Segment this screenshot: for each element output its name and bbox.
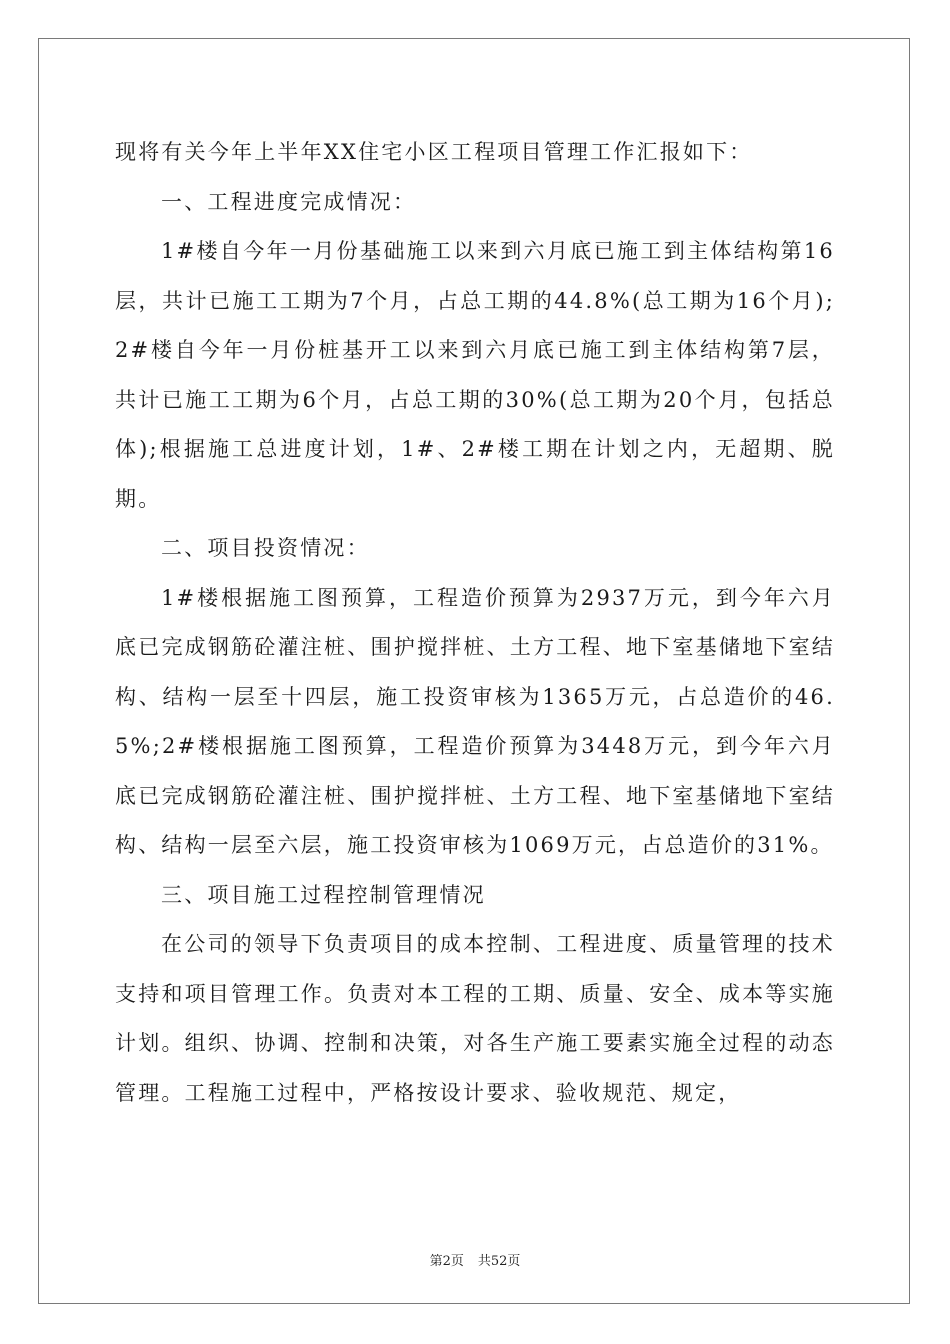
total-pages: 共52页 — [477, 1254, 521, 1269]
investment-paragraph: 1#楼根据施工图预算，工程造价预算为2937万元，到今年六月底已完成钢筋砼灌注桩、围护搅拌桩、土方工程、地下室基储地下室结构、结构一层至十四层，施工投资审核为1365万元，占总造价的46.5%;2#楼根据施工图预算，工程造价预算为3448万元，到今年六月底已完成钢筋砼灌注桩、围护搅拌桩、土方工程、地下室基储地下室结构、结构一层至六层，施工投资审核为1069万元，占总造价的31%。 — [115, 585, 835, 857]
section-heading-investment: 二、项目投资情况： — [161, 536, 370, 560]
process-control-paragraph: 在公司的领导下负责项目的成本控制、工程进度、质量管理的技术支持和项目管理工作。负责对本工程的工期、质量、安全、成本等实施计划。组织、协调、控制和决策，对各生产施工要素实施全过程的动态管理。工程施工过程中，严格按设计要求、验收规范、规定， — [115, 932, 835, 1105]
section-heading-progress: 一、工程进度完成情况： — [161, 189, 417, 214]
intro-paragraph: 现将有关今年上半年XX住宅小区工程项目管理工作汇报如下： — [115, 140, 753, 164]
progress-paragraph: 1#楼自今年一月份基础施工以来到六月底已施工到主体结构第16层，共计已施工工期为7个月，占总工期的44.8%(总工期为16个月);2#楼自今年一月份桩基开工以来到六月底已施工到主体结构第7层，共计已施工工期为6个月，占总工期的30%(总工期为20个月，包括总体);根据施工总进度计划，1#、2#楼工期在计划之内，无超期、脱期。 — [115, 239, 835, 511]
section-heading-process-control: 三、项目施工过程控制管理情况 — [161, 882, 486, 907]
page-footer — [0, 1250, 950, 1269]
document-body — [115, 128, 835, 1118]
page-number: 第2页 — [429, 1254, 464, 1269]
